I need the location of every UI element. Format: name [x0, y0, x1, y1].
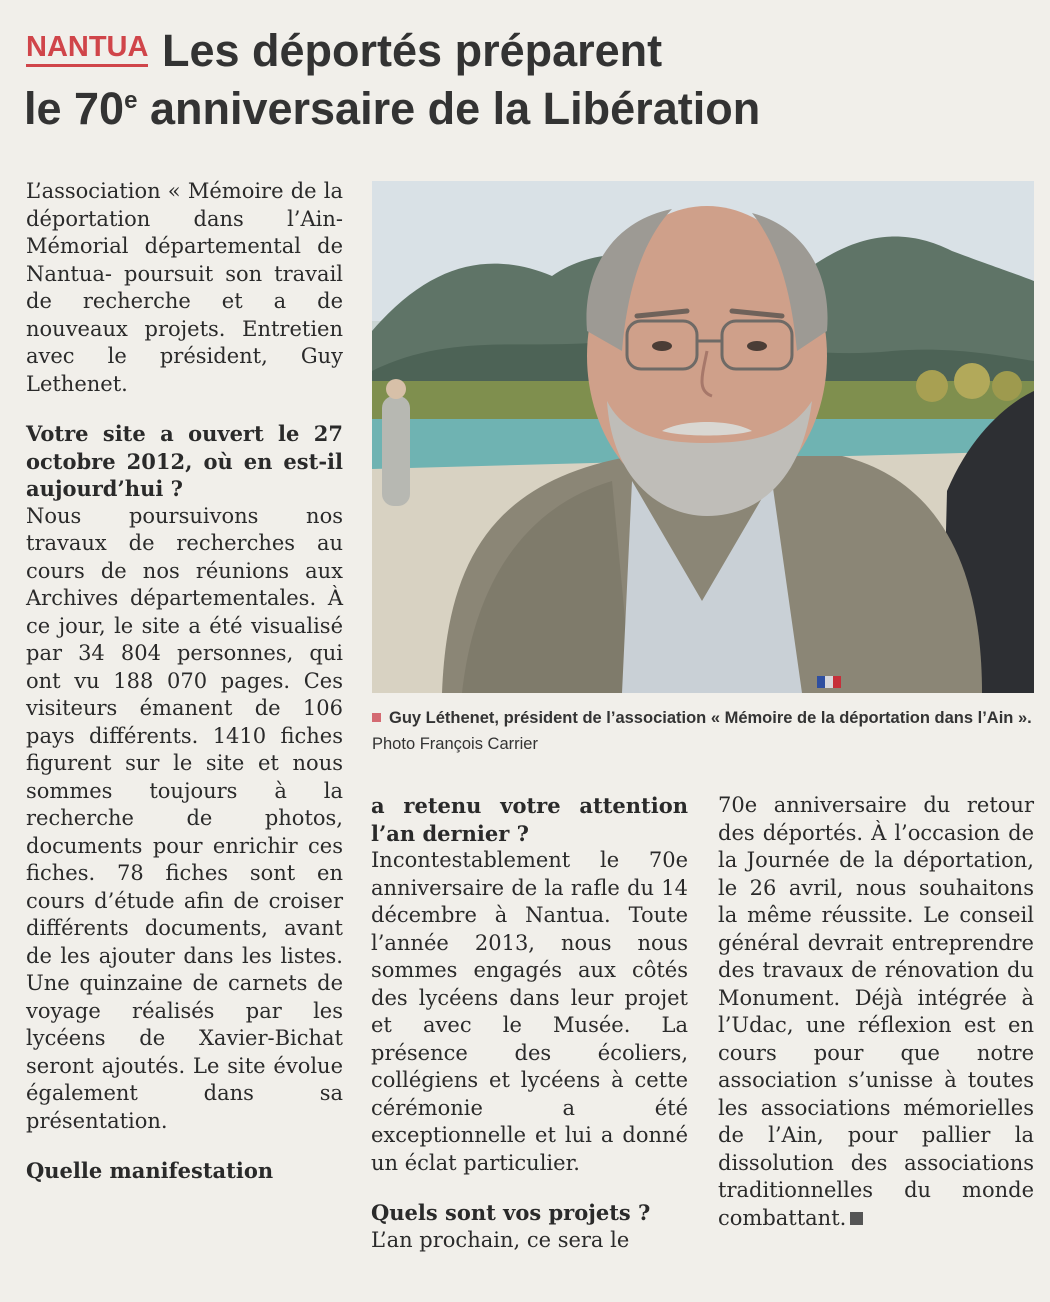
interview-question: Quelle manifestation — [26, 1158, 274, 1183]
portrait-illustration — [372, 181, 1034, 693]
caption-text: Guy Léthenet, président de l’association « Mémoire de la déportation dans l’Ain ». — [389, 709, 1032, 727]
paragraph: L’an prochain, ce sera le — [371, 1227, 630, 1252]
paragraph: L’association « Mémoire de la déportation dans l’Ain-Mémorial départemental de Nantua- poursuit son travail de recherche et a de nouveaux projets. Entretien avec le président, Guy Lethenet. — [26, 179, 343, 396]
interview-question: Quels sont vos projets ? — [371, 1200, 651, 1225]
paragraph-gap — [371, 1177, 688, 1199]
headline-superscript: e — [124, 87, 138, 114]
caption-marker-icon — [372, 713, 381, 722]
paragraph-gap — [26, 1135, 343, 1157]
interview-question: Votre site a ouvert le 27 octobre 2012, où en est-il aujourd’hui ? — [26, 421, 343, 501]
end-of-article-icon — [850, 1212, 863, 1225]
interview-question: a retenu votre attention l’an dernier ? — [371, 793, 688, 846]
text-column-1 — [26, 178, 343, 1185]
headline-line-2-end: anniversaire de la Libération — [137, 83, 761, 134]
paragraph-gap — [26, 398, 343, 420]
text-column-2 — [371, 792, 688, 1254]
section-kicker: NANTUA — [26, 30, 148, 67]
headline-line-1: Les déportés préparent — [162, 25, 663, 76]
paragraph: Incontestablement le 70e anniversaire de la rafle du 14 décembre à Nantua. Toute l’année 2013, nous nous sommes engagés aux côtés des lycéens dans leur projet et avec le Musée. La présence des écoliers, collégiens et lycéens à cette cérémonie a été exceptionnelle et lui a donné un éclat particulier. — [371, 848, 688, 1175]
headline-line-2-start: le 70 — [24, 83, 125, 134]
photo-caption — [372, 705, 1032, 757]
headline-line-2 — [24, 80, 1030, 138]
portrait-photo — [372, 181, 1034, 693]
photo-credit: Photo François Carrier — [372, 735, 538, 753]
text-column-3 — [718, 792, 1034, 1232]
paragraph: 70e anniversaire du retour des déportés. À l’occasion de la Journée de la déportation, le 26 avril, nous souhaitons la même réussite. Le conseil général devrait entreprendre des travaux de rénovation du Monument. Déjà intégrée à l’Udac, une réflexion est en cours pour que notre association s’unisse à toutes les associations mémorielles de l’Ain, pour pallier la dissolution des associations traditionnelles du monde combattant. — [718, 793, 1034, 1230]
paragraph: Nous poursuivons nos travaux de recherches au cours de nos réunions aux Archives départementales. À ce jour, le site a été visualisé par 34 804 personnes, qui ont vu 188 070 pages. Ces visiteurs émanent de 106 pays différents. 1410 fiches figurent sur le site et nous sommes toujours à la recherche de photos, documents pour enrichir ces fiches. 78 fiches sont en cours d’étude afin de croiser différents documents, avant de les ajouter dans les listes. Une quinzaine de carnets de voyage réalisés par les lycéens de Xavier-Bichat seront ajoutés. Le site évolue également dans sa présentation. — [26, 503, 343, 1133]
